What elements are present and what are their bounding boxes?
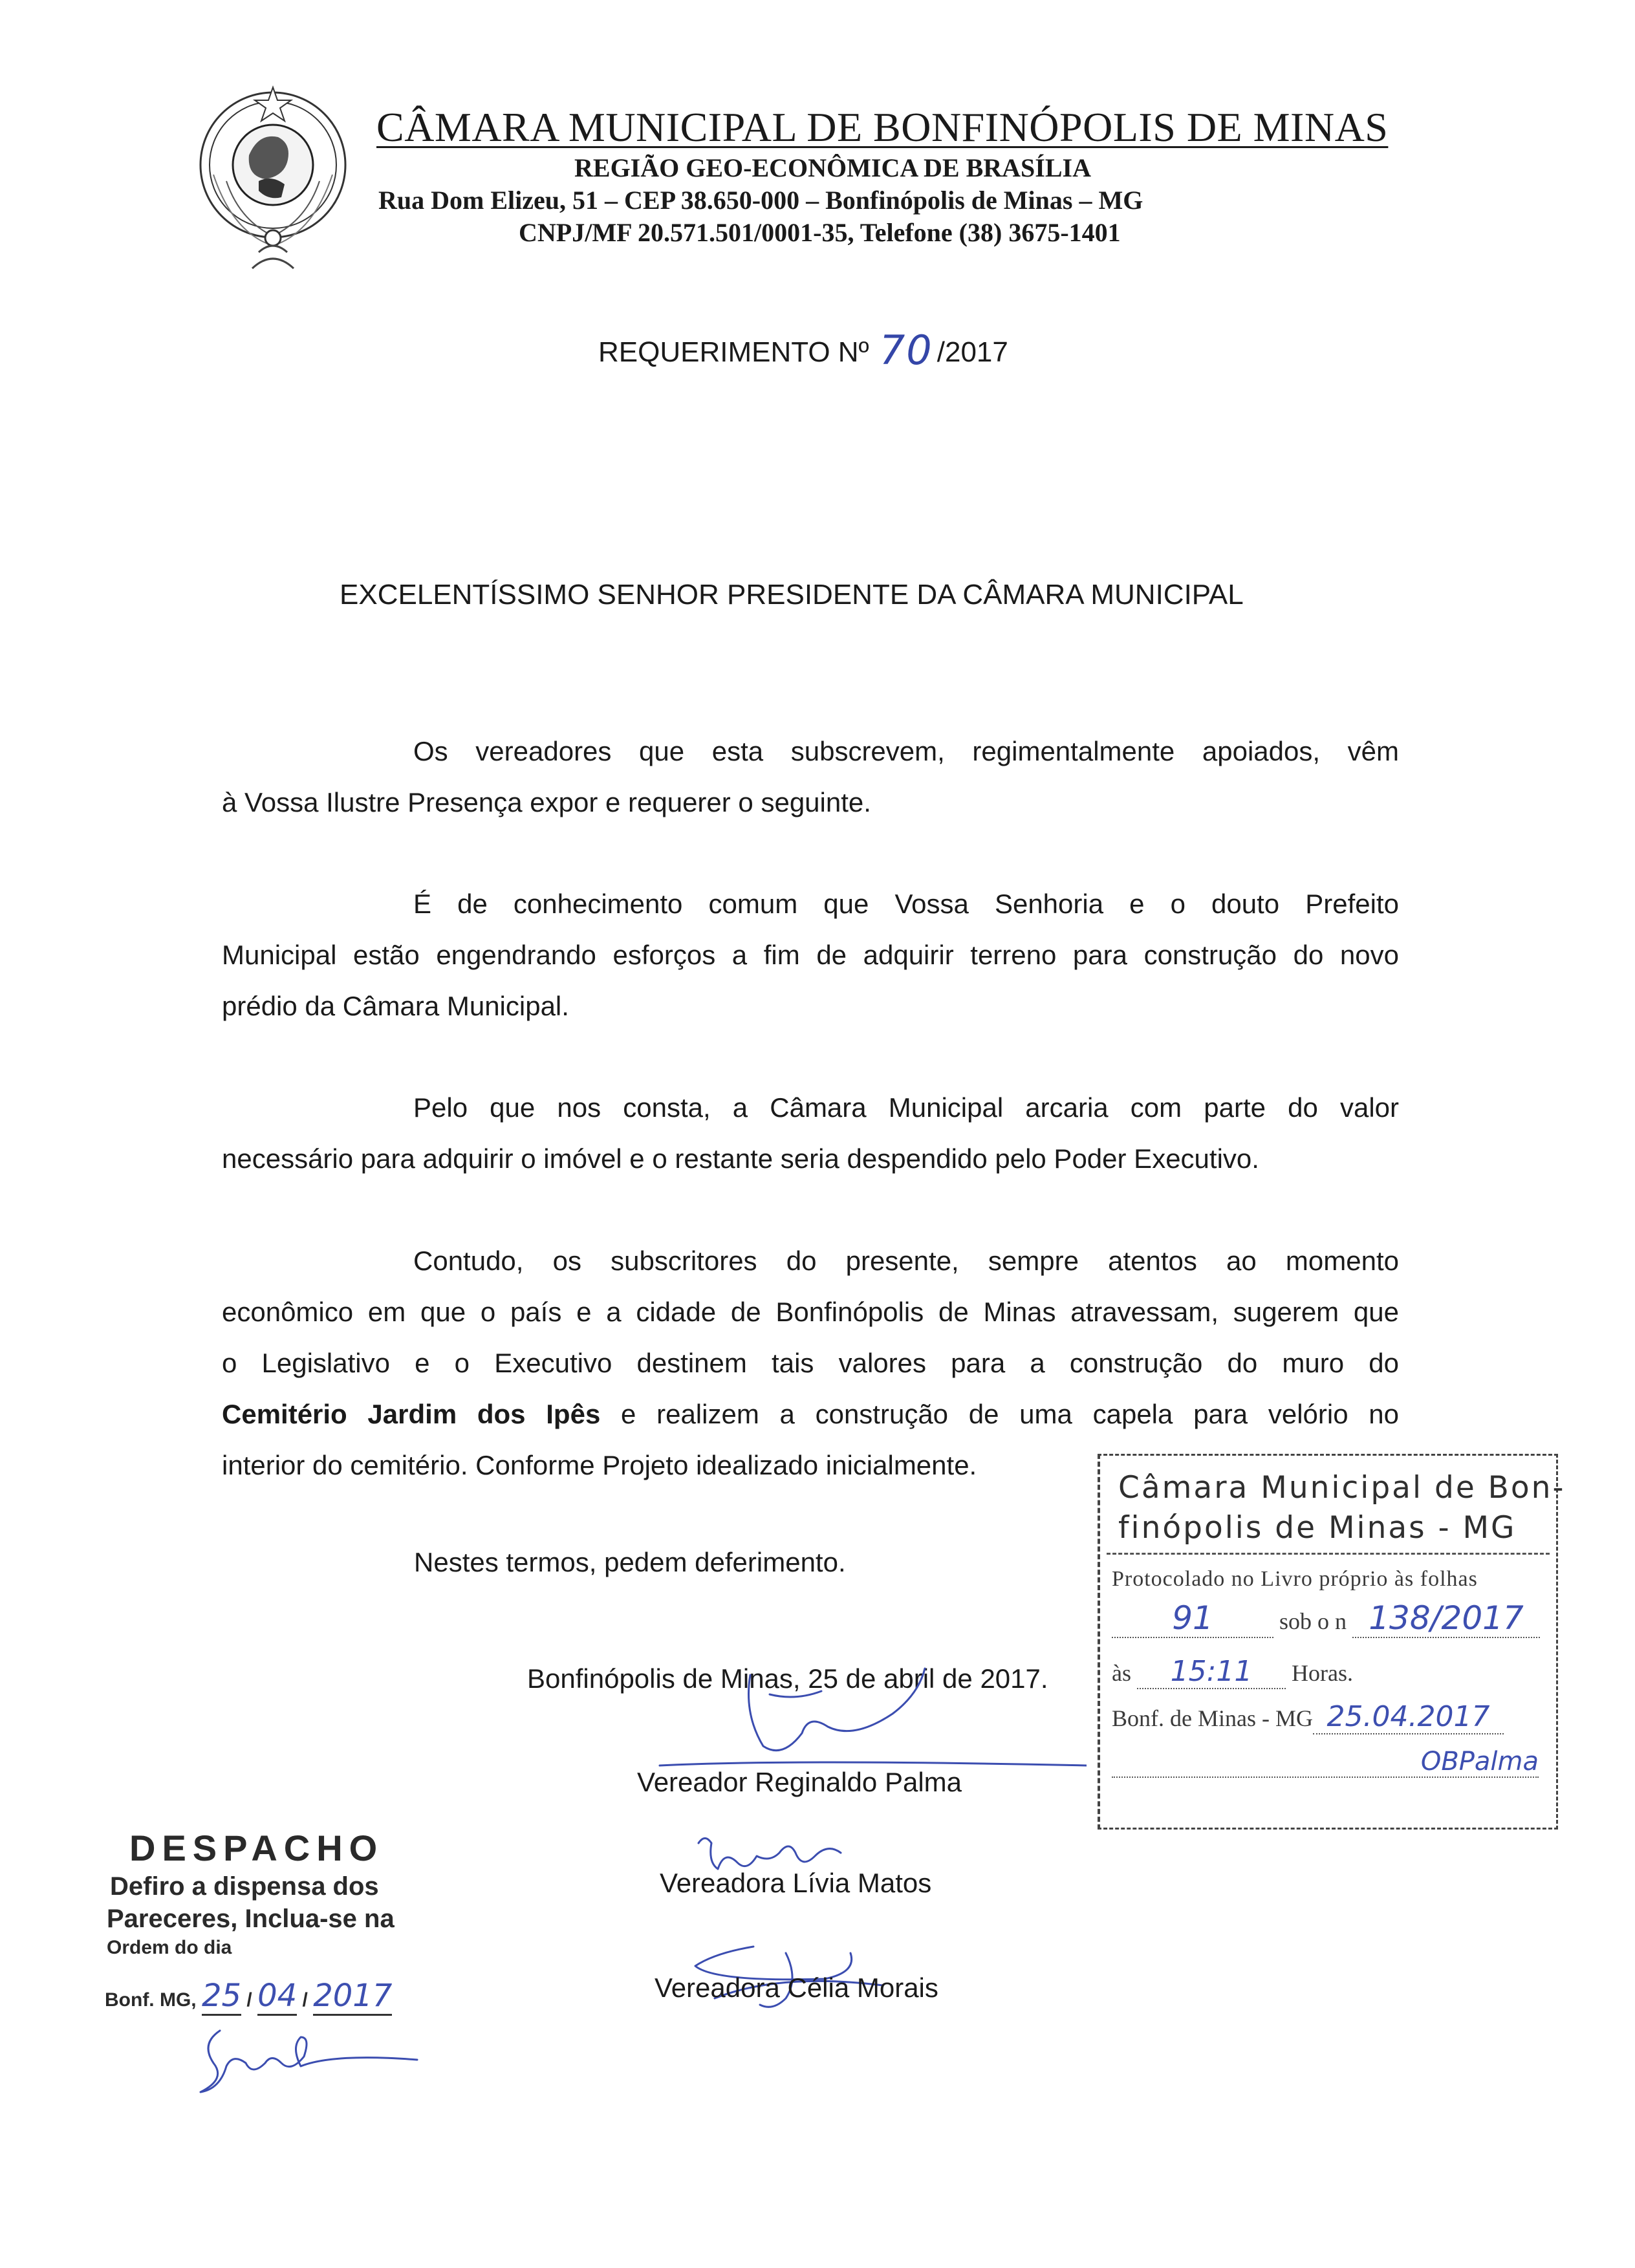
stamp-divider — [1107, 1553, 1550, 1555]
signatory-1-name: Vereador Reginaldo Palma — [637, 1767, 962, 1797]
signatory-2-name: Vereadora Lívia Matos — [660, 1868, 932, 1898]
stamp-date-value: 25.04.2017 — [1326, 1700, 1490, 1733]
despacho-date-label: Bonf. MG, — [105, 1989, 197, 2011]
signature-reginaldo — [621, 1656, 1087, 1785]
paragraph-line: É de conhecimento comum que Vossa Senhoria e o douto Prefeito — [413, 889, 1399, 919]
stamp-number-value: 138/2017 — [1369, 1599, 1524, 1637]
paragraph-line: necessário para adquirir o imóvel e o restante seria despendido pelo Poder Executivo. — [222, 1143, 1259, 1174]
despacho-date: Bonf. MG, 25 / 04 / 2017 — [105, 1978, 392, 2014]
address-line: Rua Dom Elizeu, 51 – CEP 38.650-000 – Bonfinópolis de Minas – MG — [378, 186, 1143, 215]
despacho-line-1: Defiro a dispensa dos — [110, 1872, 379, 1901]
paragraph-line: Municipal estão engendrando esforços a fim de adquirir terreno para construção do novo — [222, 940, 1399, 970]
stamp-sob-label: sob o n — [1279, 1608, 1347, 1634]
despacho-line-3: Ordem do dia — [107, 1937, 232, 1958]
stamp-signature: OBPalma — [1420, 1747, 1539, 1777]
body-paragraph-1 — [222, 726, 1399, 828]
stamp-line-1: Câmara Municipal de Bon- — [1118, 1470, 1566, 1506]
despacho-line-2: Pareceres, Inclua-se na — [107, 1905, 395, 1933]
stamp-as-label: às — [1112, 1660, 1131, 1686]
stamp-place-label: Bonf. de Minas - MG — [1112, 1705, 1313, 1731]
paragraph-line: econômico em que o país e a cidade de Bonfinópolis de Minas atravessam, sugerem que — [222, 1297, 1399, 1327]
requerimento-number-handwritten: 70 — [879, 327, 933, 374]
paragraph-line: prédio da Câmara Municipal. — [222, 991, 569, 1021]
stamp-folhas-value: 91 — [1172, 1599, 1213, 1637]
stamp-line-2: finópolis de Minas - MG — [1118, 1510, 1517, 1546]
chamber-title: CÂMARA MUNICIPAL DE BONFINÓPOLIS DE MINAS — [376, 104, 1389, 150]
requerimento-suffix: /2017 — [937, 336, 1008, 368]
protocol-stamp — [1098, 1454, 1566, 1830]
stamp-horas-label: Horas. — [1292, 1660, 1353, 1686]
stamp-folhas-row — [1112, 1599, 1548, 1638]
paragraph-line: Os vereadores que esta subscrevem, regimentalmente apoiados, vêm — [413, 736, 1399, 766]
paragraph-line-rest: e realizem a construção de uma capela para velório no — [600, 1399, 1400, 1429]
body-paragraph-4 — [222, 1235, 1399, 1491]
cnpj-phone-line: CNPJ/MF 20.571.501/0001-35, Telefone (38) 3675-1401 — [519, 218, 1121, 247]
despacho-title: DESPACHO — [129, 1828, 384, 1868]
paragraph-line: o Legislativo e o Executivo destinem tais valores para a construção do muro do — [222, 1348, 1399, 1378]
body-paragraph-3 — [222, 1082, 1399, 1184]
paragraph-line: Contudo, os subscritores do presente, sempre atentos ao momento — [413, 1246, 1399, 1276]
closing-text: Nestes termos, pedem deferimento. — [414, 1547, 846, 1577]
paragraph-line: Pelo que nos consta, a Câmara Municipal arcaria com parte do valor — [413, 1092, 1399, 1123]
paragraph-line — [222, 1388, 1399, 1440]
signatory-3-name: Vereadora Célia Morais — [655, 1972, 938, 2003]
despacho-date-year: 2017 — [313, 1978, 392, 2016]
despacho-date-month: 04 — [257, 1978, 297, 2016]
place-date: Bonfinópolis de Minas, 25 de abril de 2017. — [527, 1663, 1048, 1694]
requerimento-title — [598, 327, 1008, 374]
signature-despacho — [188, 2018, 420, 2102]
stamp-time-row — [1112, 1655, 1353, 1689]
stamp-time-value: 15:11 — [1170, 1655, 1253, 1688]
region-subtitle: REGIÃO GEO-ECONÔMICA DE BRASÍLIA — [574, 153, 1092, 182]
municipal-seal-logo — [188, 84, 359, 278]
requerimento-prefix: REQUERIMENTO Nº — [598, 336, 869, 368]
stamp-signature-row — [1112, 1747, 1539, 1778]
body-paragraph-2 — [222, 878, 1399, 1031]
paragraph-line: à Vossa Ilustre Presença expor e requerer o seguinte. — [222, 787, 871, 817]
cemetery-name: Cemitério Jardim dos Ipês — [222, 1399, 601, 1429]
stamp-protocol-label: Protocolado no Livro próprio às folhas — [1112, 1567, 1478, 1591]
salutation: EXCELENTÍSSIMO SENHOR PRESIDENTE DA CÂMARA MUNICIPAL — [340, 579, 1244, 610]
despacho-date-day: 25 — [202, 1978, 241, 2016]
paragraph-line: interior do cemitério. Conforme Projeto idealizado inicialmente. — [222, 1450, 977, 1480]
stamp-date-row — [1112, 1700, 1504, 1734]
